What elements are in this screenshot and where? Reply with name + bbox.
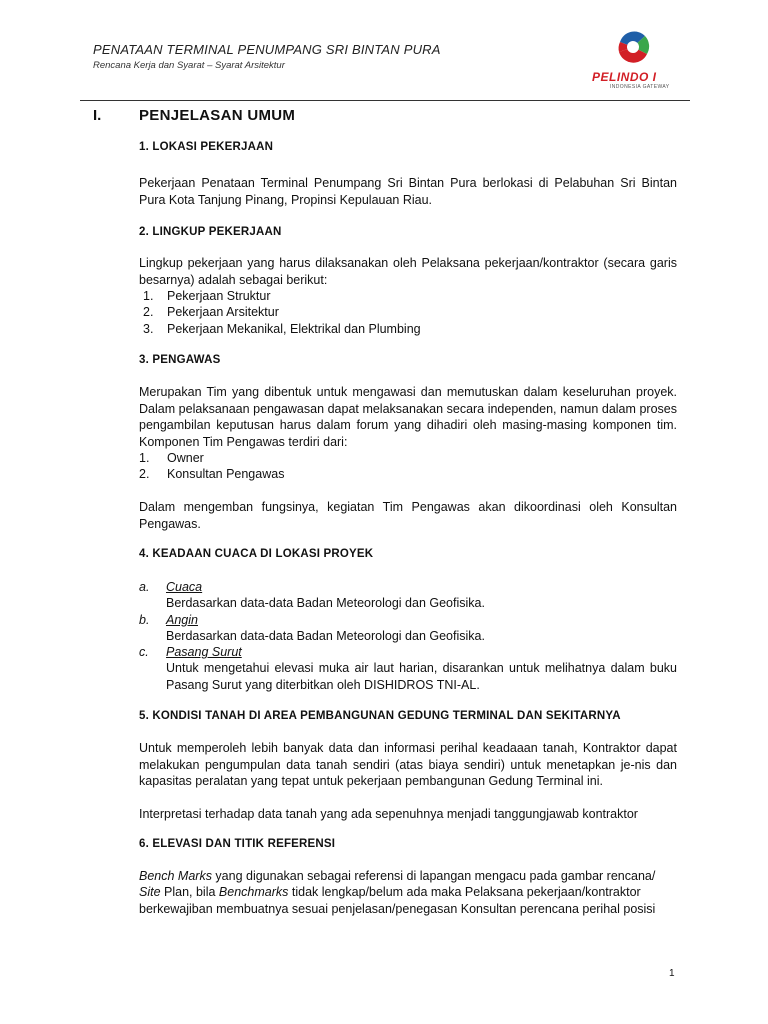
section-title: PENJELASAN UMUM [139, 107, 296, 124]
list-text: Owner [167, 451, 204, 465]
item-letter: b. [139, 613, 150, 627]
heading-tanah: 5. KONDISI TANAH DI AREA PEMBANGUNAN GEDUNG TERMINAL DAN SEKITARNYA [139, 710, 621, 722]
item-label: Pasang Surut [166, 645, 242, 659]
list-text: Pekerjaan Mekanikal, Elektrikal dan Plumbing [167, 322, 421, 336]
page-number: 1 [669, 968, 675, 979]
paragraph-elevasi-line: berkewajiban membuatnya sesuai penjelasan/penegasan Konsultan perencana perihal posisi [139, 902, 656, 916]
paragraph-elevasi-line [139, 884, 641, 901]
list-number: 3. [143, 322, 154, 336]
list-text: Konsultan Pengawas [167, 467, 285, 481]
item-label: Angin [166, 613, 198, 627]
list-text: Pekerjaan Struktur [167, 289, 271, 303]
paragraph-pengawas: Merupakan Tim yang dibentuk untuk mengawasi dan memutuskan dalam keseluruhan proyek. Dalam pelaksanaan pengawasan dapat melaksanakan secara independen, namun dalam proses pengambilan keputusan harus dalam forum yang dihadiri oleh masing-masing komponen tim. Komponen Tim Pengawas terdiri dari: [139, 385, 677, 449]
logo-text: PELINDO I [592, 70, 657, 84]
item-letter: c. [139, 645, 149, 659]
list-item [143, 288, 271, 305]
paragraph-lokasi: Pekerjaan Penataan Terminal Penumpang Sri Bintan Pura berlokasi di Pelabuhan Sri Bintan Pura Kota Tanjung Pinang, Propinsi Kepulauan Riau. [139, 176, 677, 207]
list-item [139, 466, 285, 483]
italic-term: Site [139, 885, 161, 899]
text-run: Plan, bila [160, 885, 219, 899]
paragraph-interpretasi: Interpretasi terhadap data tanah yang ada sepenuhnya menjadi tanggungjawab kontraktor [139, 807, 638, 821]
paragraph-tanah: Untuk memperoleh lebih banyak data dan informasi perihal keadaaan tanah, Kontraktor dapat melakukan pengumpulan data tanah sendiri (atas biaya sendiri) untuk menetapkan je-nis dan kapasitas peralatan yang tepat untuk pekerjaan pembangunan Gedung Terminal ini. [139, 741, 677, 788]
heading-lingkup: 2. LINGKUP PEKERJAAN [139, 226, 282, 238]
italic-term: Benchmarks [218, 885, 289, 899]
paragraph-lingkup: Lingkup pekerjaan yang harus dilaksanakan oleh Pelaksana pekerjaan/kontraktor (secara garis besarnya) adalah sebagai berikut: [139, 256, 677, 287]
header-title: PENATAAN TERMINAL PENUMPANG SRI BINTAN PURA [93, 42, 441, 57]
list-item [143, 304, 279, 321]
item-text: Untuk mengetahui elevasi muka air laut harian, disarankan untuk melihatnya dalam buku Pasang Surut yang diterbitkan oleh DISHIDROS TNI-AL. [166, 661, 677, 692]
paragraph-elevasi-line [139, 868, 655, 885]
text-run: tidak lengkap/belum ada maka Pelaksana pekerjaan/kontraktor [288, 885, 641, 899]
heading-cuaca: 4. KEADAAN CUACA DI LOKASI PROYEK [139, 548, 374, 560]
item-text: Berdasarkan data-data Badan Meteorologi dan Geofisika. [166, 596, 485, 610]
heading-lokasi: 1. LOKASI PEKERJAAN [139, 141, 274, 153]
text-run: yang digunakan sebagai referensi di lapangan mengacu pada gambar rencana/ [211, 869, 656, 883]
list-text: Pekerjaan Arsitektur [167, 305, 279, 319]
list-number: 1. [139, 451, 150, 465]
item-text: Berdasarkan data-data Badan Meteorologi dan Geofisika. [166, 629, 485, 643]
header-subtitle: Rencana Kerja dan Syarat – Syarat Arsitektur [93, 60, 285, 71]
item-letter: a. [139, 580, 150, 594]
list-item [143, 321, 421, 338]
section-number: I. [93, 107, 102, 124]
heading-pengawas: 3. PENGAWAS [139, 354, 221, 366]
list-number: 2. [143, 305, 154, 319]
italic-term: Bench Marks [139, 869, 212, 883]
list-item [139, 450, 204, 467]
list-number: 2. [139, 467, 150, 481]
heading-elevasi: 6. ELEVASI DAN TITIK REFERENSI [139, 838, 336, 850]
header-divider [80, 100, 690, 101]
logo-tagline: INDONESIA GATEWAY [610, 84, 670, 90]
paragraph-pengawas-closing: Dalam mengemban fungsinya, kegiatan Tim Pengawas akan dikoordinasi oleh Konsultan Pengawas. [139, 500, 677, 531]
item-label: Cuaca [166, 580, 203, 594]
list-number: 1. [143, 289, 154, 303]
